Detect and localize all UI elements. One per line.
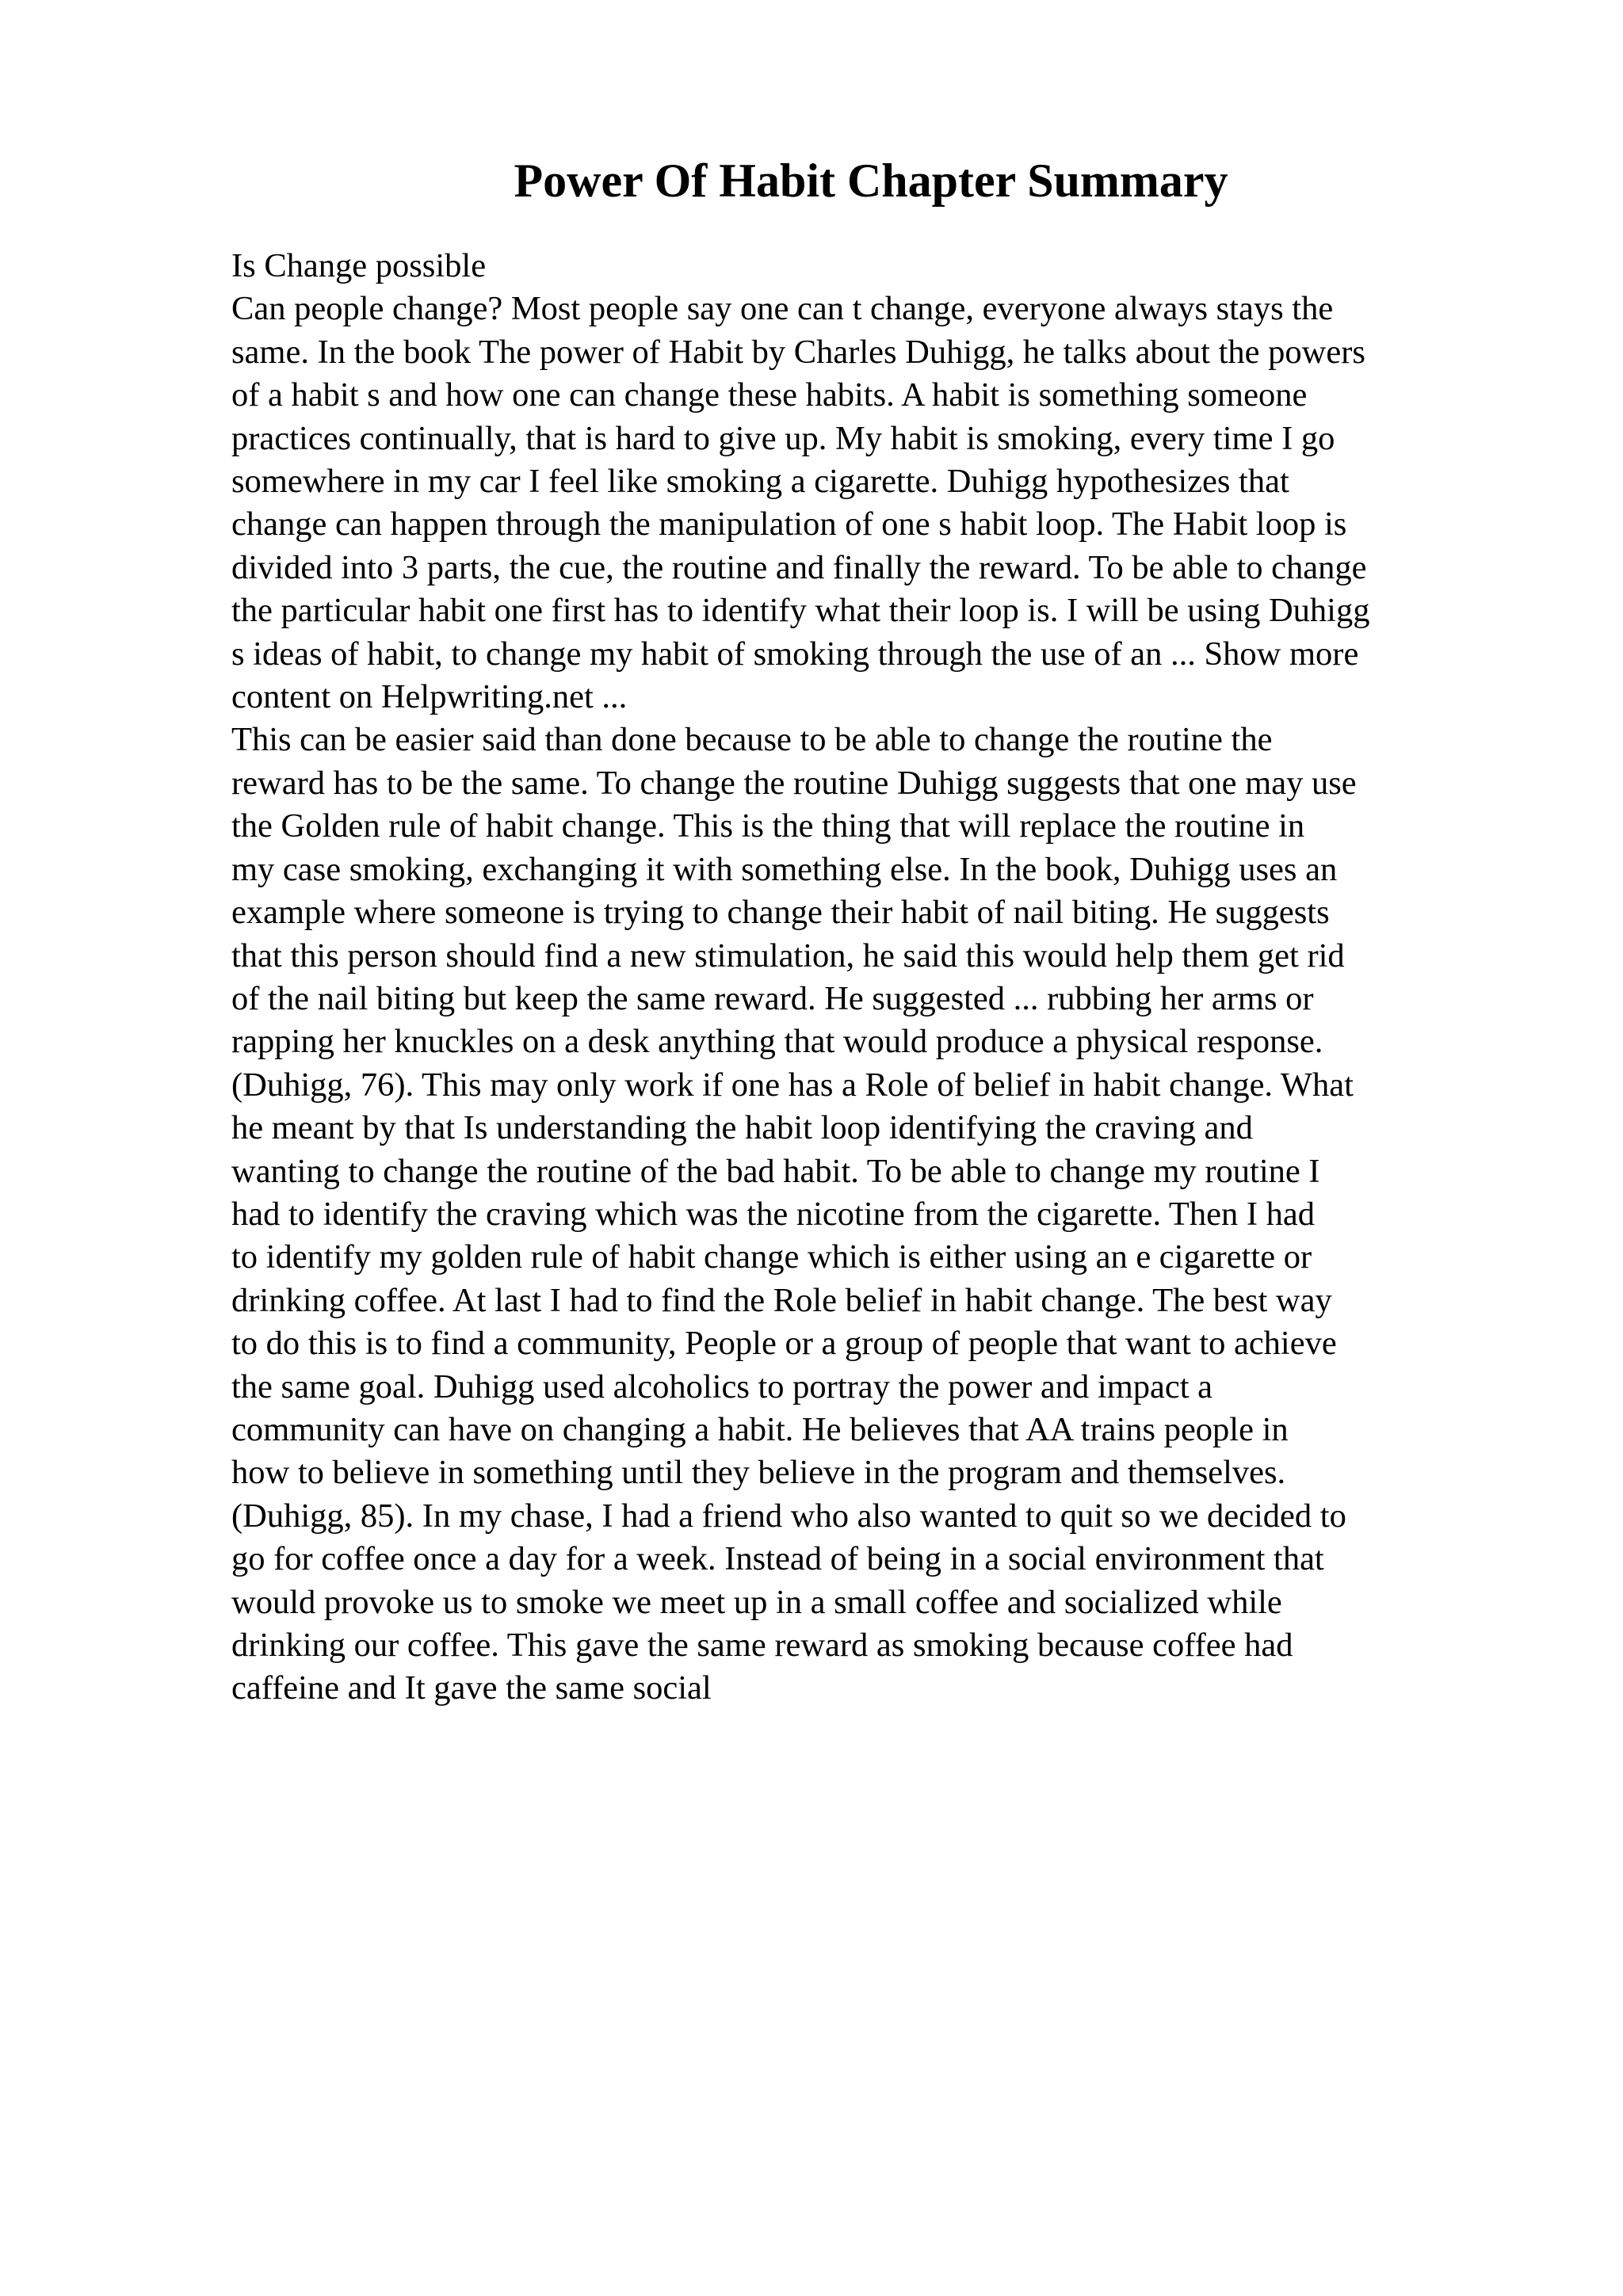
text-line: s ideas of habit, to change my habit of smoking through the use of an ... Show more xyxy=(231,635,1359,673)
text-line: caffeine and It gave the same social xyxy=(231,1669,712,1707)
text-line: change can happen through the manipulation of one s habit loop. The Habit loop is xyxy=(231,505,1347,543)
text-line: he meant by that Is understanding the habit loop identifying the craving and xyxy=(231,1109,1253,1147)
document-body xyxy=(231,245,1499,1711)
text-line: the particular habit one first has to identify what their loop is. I will be using Duhigg xyxy=(231,592,1370,630)
text-line: somewhere in my car I feel like smoking a cigarette. Duhigg hypothesizes that xyxy=(231,463,1289,501)
text-line: practices continually, that is hard to give up. My habit is smoking, every time I go xyxy=(231,419,1335,457)
text-line: would provoke us to smoke we meet up in a small coffee and socialized while xyxy=(231,1583,1282,1621)
text-line: to identify my golden rule of habit change which is either using an e cigarette or xyxy=(231,1238,1312,1276)
text-line: same. In the book The power of Habit by Charles Duhigg, he talks about the powers xyxy=(231,333,1365,371)
text-line: Can people change? Most people say one can t change, everyone always stays the xyxy=(231,290,1334,328)
text-line: the Golden rule of habit change. This is the thing that will replace the routine in xyxy=(231,807,1305,845)
text-line: reward has to be the same. To change the routine Duhigg suggests that one may use xyxy=(231,764,1357,802)
text-line: to do this is to find a community, People or a group of people that want to achieve xyxy=(231,1325,1337,1363)
text-line: wanting to change the routine of the bad habit. To be able to change my routine I xyxy=(231,1152,1320,1190)
document-title: Power Of Habit Chapter Summary xyxy=(514,154,1228,207)
text-line: divided into 3 parts, the cue, the routine and finally the reward. To be able to change xyxy=(231,548,1367,586)
text-line: (Duhigg, 76). This may only work if one has a Role of belief in habit change. What xyxy=(231,1066,1354,1104)
text-line: drinking our coffee. This gave the same reward as smoking because coffee had xyxy=(231,1627,1293,1664)
text-line: community can have on changing a habit. He believes that AA trains people in xyxy=(231,1410,1289,1448)
text-line: Is Change possible xyxy=(231,247,487,284)
text-line: how to believe in something until they believe in the program and themselves. xyxy=(231,1454,1286,1492)
text-line: of a habit s and how one can change these habits. A habit is something someone xyxy=(231,376,1308,414)
text-line: that this person should find a new stimulation, he said this would help them get rid xyxy=(231,936,1345,974)
text-line: example where someone is trying to change their habit of nail biting. He suggests xyxy=(231,894,1330,932)
text-line: had to identify the craving which was the nicotine from the cigarette. Then I had xyxy=(231,1195,1316,1233)
text-line: rapping her knuckles on a desk anything that would produce a physical response. xyxy=(231,1023,1323,1061)
text-line: go for coffee once a day for a week. Instead of being in a social environment that xyxy=(231,1540,1324,1578)
text-line: (Duhigg, 85). In my chase, I had a friend who also wanted to quit so we decided to xyxy=(231,1497,1346,1535)
text-line: drinking coffee. At last I had to find the Role belief in habit change. The best way xyxy=(231,1281,1332,1319)
text-line: the same goal. Duhigg used alcoholics to portray the power and impact a xyxy=(231,1367,1213,1405)
text-line: This can be easier said than done because to be able to change the routine the xyxy=(231,721,1273,759)
text-line: of the nail biting but keep the same reward. He suggested ... rubbing her arms or xyxy=(231,979,1314,1017)
text-line: content on Helpwriting.net ... xyxy=(231,678,628,716)
text-line: my case smoking, exchanging it with something else. In the book, Duhigg uses an xyxy=(231,850,1338,888)
